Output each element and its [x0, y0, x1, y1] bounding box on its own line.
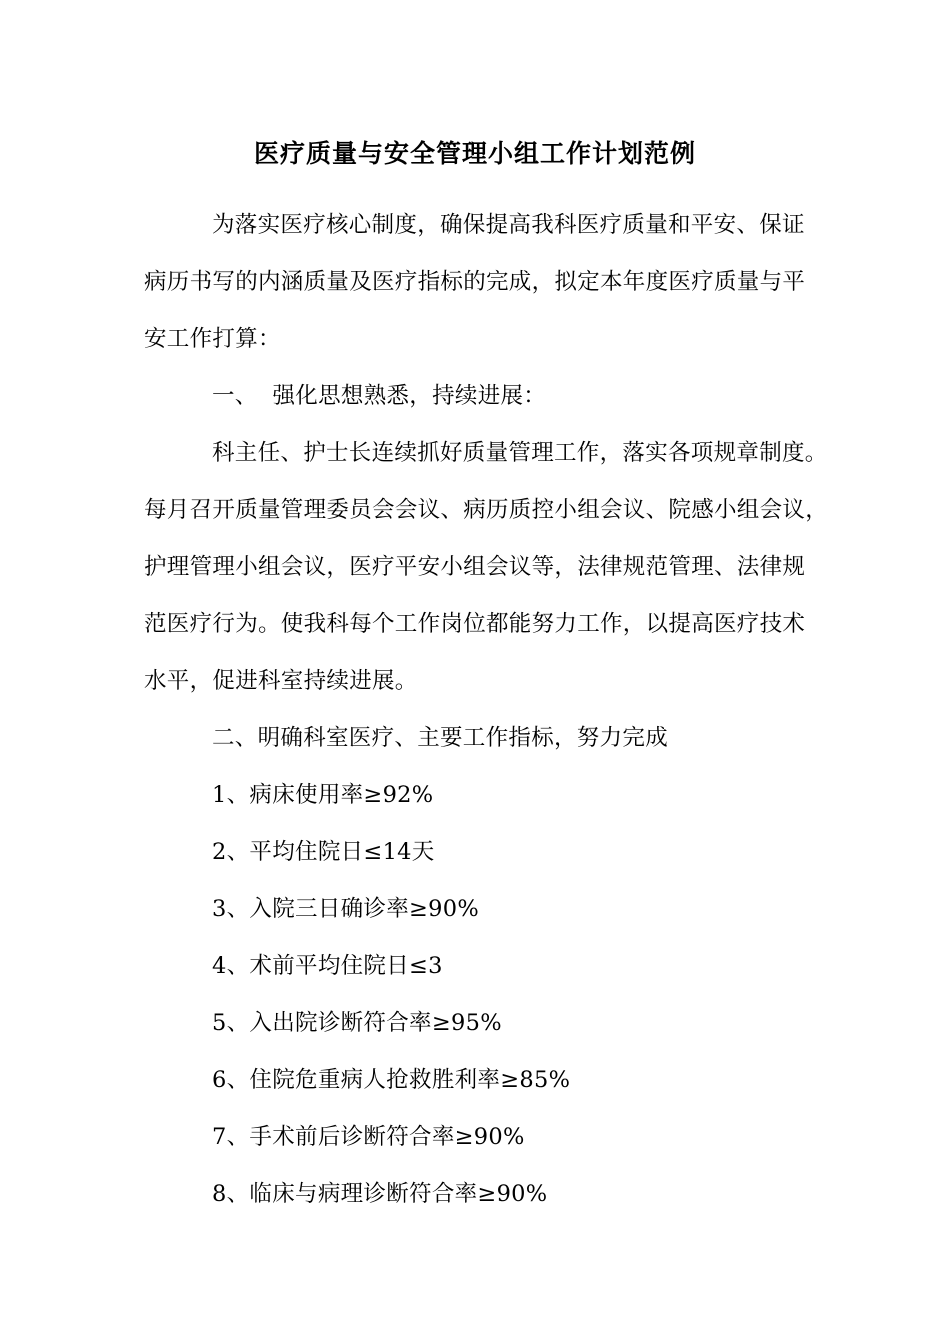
- section1-line-3: 护理管理小组会议，医疗平安小组会议等，法律规范管理、法律规: [144, 554, 806, 580]
- indicator-item: 4、术前平均住院日≤3: [212, 953, 443, 979]
- section1-line-4: 范医疗行为。使我科每个工作岗位都能努力工作，以提高医疗技术: [144, 611, 806, 637]
- intro-line-3: 安工作打算：: [144, 326, 281, 352]
- indicator-item: 3、入院三日确诊率≥90%: [212, 896, 480, 922]
- indicator-item: 8、临床与病理诊断符合率≥90%: [212, 1181, 548, 1207]
- indicator-item: 7、手术前后诊断符合率≥90%: [212, 1124, 525, 1150]
- section1-line-2: 每月召开质量管理委员会会议、病历质控小组会议、院感小组会议，: [144, 497, 829, 523]
- indicator-item: 1、病床使用率≥92%: [212, 782, 434, 808]
- intro-line-1: 为落实医疗核心制度，确保提高我科医疗质量和平安、保证: [212, 212, 805, 238]
- indicator-item: 2、平均住院日≤14天: [212, 839, 435, 865]
- indicator-item: 6、住院危重病人抢救胜利率≥85%: [212, 1067, 571, 1093]
- section1-line-1: 科主任、护士长连续抓好质量管理工作，落实各项规章制度。: [212, 440, 828, 466]
- section1-line-5: 水平，促进科室持续进展。: [144, 668, 418, 694]
- indicator-item: 5、入出院诊断符合率≥95%: [212, 1010, 502, 1036]
- section2-heading: 二、明确科室医疗、主要工作指标，努力完成: [212, 725, 669, 751]
- document-title: 医疗质量与安全管理小组工作计划范例: [253, 139, 696, 168]
- intro-line-2: 病历书写的内涵质量及医疗指标的完成，拟定本年度医疗质量与平: [144, 269, 806, 295]
- section1-heading: 一、 强化思想熟悉，持续进展：: [212, 383, 547, 409]
